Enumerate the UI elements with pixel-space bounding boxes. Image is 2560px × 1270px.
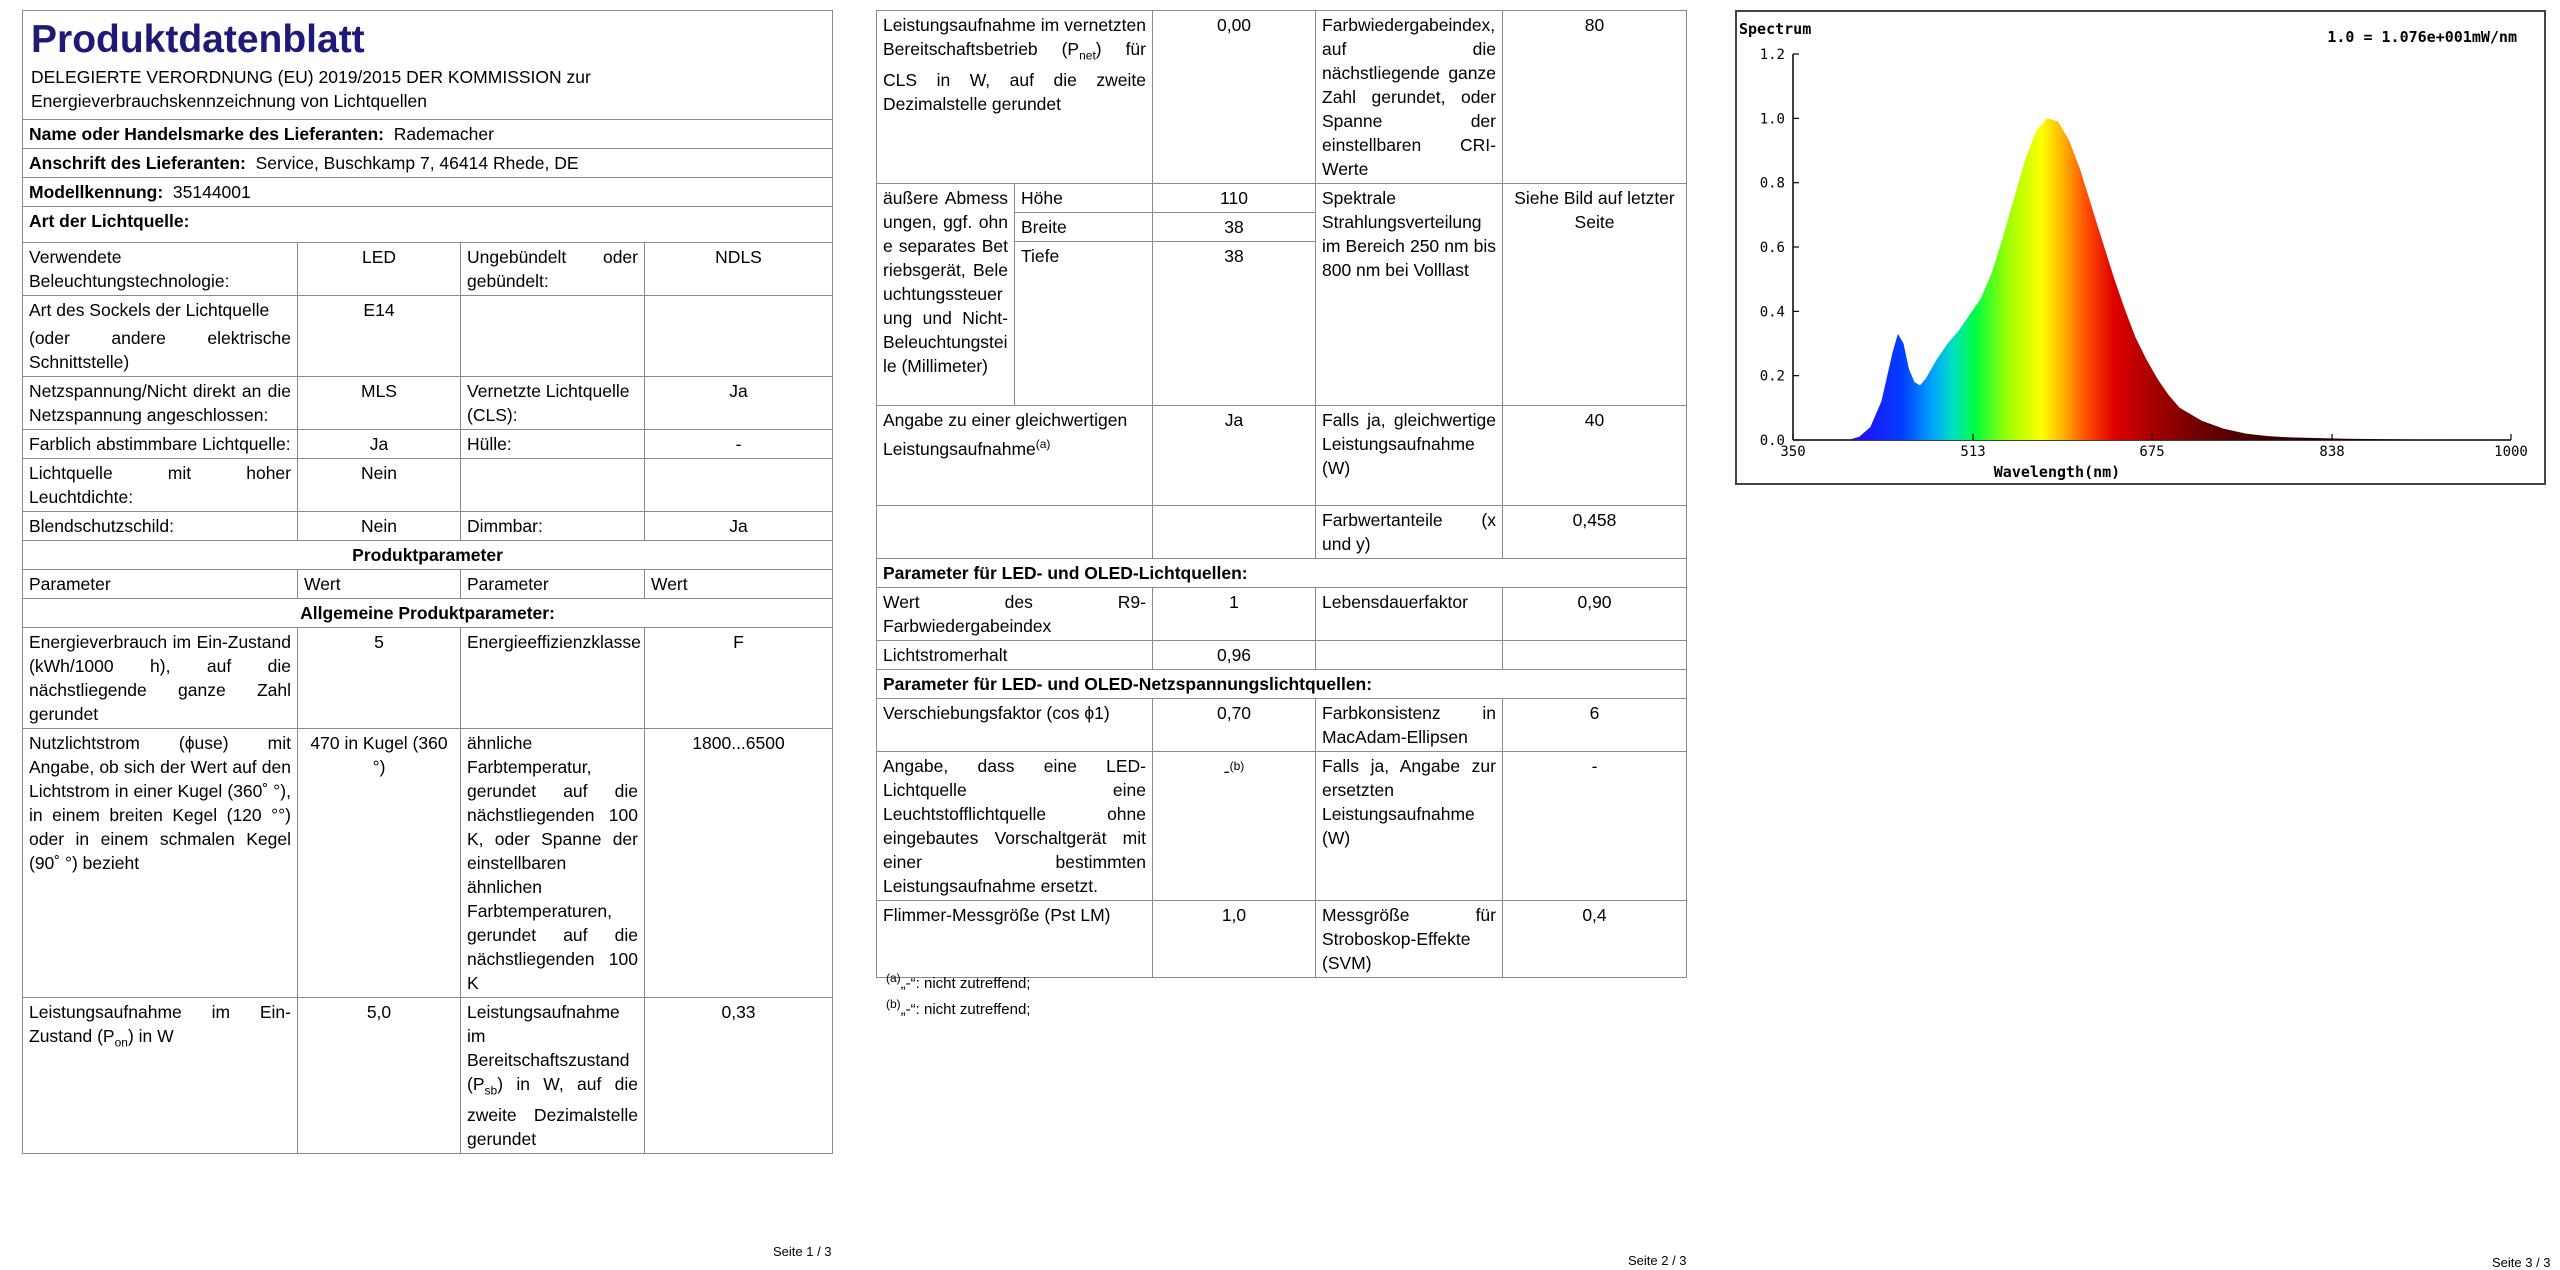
height-label: Höhe bbox=[1015, 184, 1153, 213]
page-1 bbox=[22, 10, 832, 1154]
spectrum-chart bbox=[1735, 10, 2546, 485]
row-label: Farblich abstimmbare Lichtquelle: bbox=[23, 430, 298, 459]
page-title: Produktdatenblatt bbox=[31, 18, 365, 61]
row-label bbox=[461, 296, 645, 377]
cri-value: 80 bbox=[1503, 11, 1687, 184]
page1-table bbox=[22, 10, 833, 1154]
col-header-param: Parameter bbox=[23, 570, 298, 599]
equivalent-power-label: Angabe zu einer gleichwertigen Leistungsaufnahme$^{(a)}$ bbox=[877, 406, 1153, 506]
y-tick-label: 1.2 bbox=[1759, 47, 1785, 63]
networked-standby-label: Leistungsaufnahme im vernetzten Bereitschaftsbetrieb $(P_{net})$ für CLS in W, auf die zweite Dezimalstelle gerundet bbox=[877, 11, 1153, 184]
supplier-label: Name oder Handelsmarke des Lieferanten: bbox=[29, 124, 384, 144]
chart-title: Spectrum bbox=[1739, 20, 1812, 38]
height-value: 110 bbox=[1153, 184, 1316, 213]
regulation-subtitle: DELEGIERTE VERORDNUNG (EU) 2019/2015 DER KOMMISSION zur Energieverbrauchskennzeichnung von Lichtquellen bbox=[31, 67, 591, 111]
table-row bbox=[877, 406, 1687, 506]
col-header-value: Wert bbox=[645, 570, 833, 599]
table-row bbox=[23, 998, 833, 1154]
general-params-header: Allgemeine Produktparameter: bbox=[23, 599, 833, 628]
row-value: Ja bbox=[645, 512, 833, 541]
row-value: - bbox=[645, 430, 833, 459]
luminous-flux-label: Nutzlichtstrom (ϕuse) mit Angabe, ob sich der Wert auf den Lichtstrom in einer Kugel (360˚ °), in einem breiten Kegel (120 °°) oder in einem schmalen Kegel (90˚ °) bezieht bbox=[23, 729, 298, 998]
footnote-a: $^{(a)}$„-“: nicht zutreffend; bbox=[886, 971, 1031, 992]
y-tick-label: 0.4 bbox=[1759, 304, 1785, 321]
y-tick-label: 0.8 bbox=[1759, 175, 1785, 192]
column-header-row bbox=[23, 570, 833, 599]
width-label: Breite bbox=[1015, 213, 1153, 242]
equivalent-power-value: Ja bbox=[1153, 406, 1316, 506]
row-label-cont: (oder andere elektrische Schnittstelle) bbox=[29, 328, 291, 372]
address-value: Service, Buschkamp 7, 46414 Rhede, DE bbox=[255, 153, 579, 173]
col-header-param: Parameter bbox=[461, 570, 645, 599]
dimension-row bbox=[877, 184, 1687, 213]
y-tick-label: 0.0 bbox=[1759, 433, 1785, 449]
x-tick-label: 838 bbox=[2319, 444, 2345, 460]
page-footer: Seite 3 / 3 bbox=[2492, 1255, 2551, 1270]
supplier-value: Rademacher bbox=[393, 124, 494, 144]
standby-power-value: 0,33 bbox=[645, 998, 833, 1154]
x-tick-label: 675 bbox=[2139, 444, 2165, 460]
chromaticity-label: Farbwertanteile (x und y) bbox=[1316, 506, 1503, 559]
table-row bbox=[877, 588, 1687, 641]
row-label: Verwendete Beleuchtungstechnologie: bbox=[23, 243, 298, 296]
page-2 bbox=[876, 10, 1686, 978]
table-row bbox=[23, 243, 833, 296]
dimensions-label: äußere Abmessungen, ggf. ohne separates Betriebsgerät, Beleuchtungssteuerung und Nicht-Beleuchtungsteile (Millimeter) bbox=[877, 184, 1015, 406]
table-row bbox=[877, 752, 1687, 901]
width-value: 38 bbox=[1153, 213, 1316, 242]
depth-label: Tiefe bbox=[1015, 242, 1153, 406]
mains-params-header: Parameter für LED- und OLED-Netzspannungslichtquellen: bbox=[877, 670, 1687, 699]
row-label: Art des Sockels der Lichtquelle bbox=[29, 300, 270, 320]
stroboscopic-label: Messgröße für Stroboskop-Effekte (SVM) bbox=[1316, 901, 1503, 978]
row-label: Netzspannung/Nicht direkt an die Netzspannung angeschlossen: bbox=[23, 377, 298, 430]
r9-label: Wert des R9-Farbwiedergabeindex bbox=[877, 588, 1153, 641]
row-value: MLS bbox=[298, 377, 461, 430]
y-tick-label: 0.6 bbox=[1759, 240, 1785, 256]
type-header: Art der Lichtquelle: bbox=[29, 211, 190, 231]
equivalent-power-w-label: Falls ja, gleichwertige Leistungsaufnahme (W) bbox=[1316, 406, 1503, 506]
row-value bbox=[645, 459, 833, 512]
table-row bbox=[877, 11, 1687, 184]
flicker-value: 1,0 bbox=[1153, 901, 1316, 978]
lumen-maintenance-value: 0,96 bbox=[1153, 641, 1316, 670]
efficiency-class-value: F bbox=[645, 628, 833, 729]
on-power-value: 5,0 bbox=[298, 998, 461, 1154]
row-value: LED bbox=[298, 243, 461, 296]
product-params-header: Produktparameter bbox=[23, 541, 833, 570]
page-footer: Seite 1 / 3 bbox=[773, 1244, 832, 1259]
row-value: E14 bbox=[298, 296, 461, 377]
table-row bbox=[23, 430, 833, 459]
footnote-b: $^{(b)}$„-“: nicht zutreffend; bbox=[886, 997, 1031, 1018]
address-label: Anschrift des Lieferanten: bbox=[29, 153, 246, 173]
row-value: Ja bbox=[645, 377, 833, 430]
energy-consumption-label: Energieverbrauch im Ein-Zustand (kWh/1000 h), auf die nächstliegende ganze Zahl gerundet bbox=[23, 628, 298, 729]
x-tick-label: 1000 bbox=[2494, 444, 2528, 460]
model-label: Modellkennung: bbox=[29, 182, 164, 202]
chart-scale-note: 1.0 = 1.076e+001mW/nm bbox=[2327, 28, 2517, 46]
col-header-value: Wert bbox=[298, 570, 461, 599]
row-label: Vernetzte Lichtquelle (CLS): bbox=[461, 377, 645, 430]
color-consistency-value: 6 bbox=[1503, 699, 1687, 752]
row-label: Ungebündelt oder gebündelt: bbox=[461, 243, 645, 296]
page-footer: Seite 2 / 3 bbox=[1628, 1253, 1687, 1268]
equivalent-power-w-value: 40 bbox=[1503, 406, 1687, 506]
chromaticity-value: 0,458 bbox=[1503, 506, 1687, 559]
row-label: Lichtquelle mit hoher Leuchtdichte: bbox=[23, 459, 298, 512]
fluorescent-replacement-label: Angabe, dass eine LED-Lichtquelle eine Leuchtstofflichtquelle ohne eingebautes Vorschaltgerät mit einer bestimmten Leistungsaufnahme ersetzt. bbox=[877, 752, 1153, 901]
r9-value: 1 bbox=[1153, 588, 1316, 641]
model-value: 35144001 bbox=[172, 182, 251, 202]
energy-consumption-value: 5 bbox=[298, 628, 461, 729]
row-value: Nein bbox=[298, 512, 461, 541]
row-label bbox=[461, 459, 645, 512]
table-row bbox=[23, 729, 833, 998]
spectral-distribution-label: Spektrale Strahlungsverteilung im Bereich 250 nm bis 800 nm bei Volllast bbox=[1316, 184, 1503, 406]
color-consistency-label: Farbkonsistenz in MacAdam-Ellipsen bbox=[1316, 699, 1503, 752]
y-tick-label: 0.2 bbox=[1759, 368, 1785, 385]
table-row bbox=[23, 512, 833, 541]
table-row bbox=[877, 506, 1687, 559]
row-label: Blendschutzschild: bbox=[23, 512, 298, 541]
x-axis-label: Wavelength(nm) bbox=[1993, 463, 2121, 481]
replaced-power-label: Falls ja, Angabe zur ersetzten Leistungsaufnahme (W) bbox=[1316, 752, 1503, 901]
row-label: Hülle: bbox=[461, 430, 645, 459]
spectral-distribution-value: Siehe Bild auf letzter Seite bbox=[1503, 184, 1687, 406]
row-value: Ja bbox=[298, 430, 461, 459]
table-row bbox=[23, 628, 833, 729]
networked-standby-value: 0,00 bbox=[1153, 11, 1316, 184]
led-params-header: Parameter für LED- und OLED-Lichtquellen: bbox=[877, 559, 1687, 588]
luminous-flux-value: 470 in Kugel (360 °) bbox=[298, 729, 461, 998]
table-row bbox=[23, 459, 833, 512]
lifetime-factor-label: Lebensdauerfaktor bbox=[1316, 588, 1503, 641]
row-value: Nein bbox=[298, 459, 461, 512]
fluorescent-replacement-value: -$^{(b)}$ bbox=[1153, 752, 1316, 901]
depth-value: 38 bbox=[1153, 242, 1316, 406]
color-temperature-label: ähnliche Farbtemperatur, gerundet auf die nächstliegenden 100 K, oder Spanne der einstellbaren ähnlichen Farbtemperaturen, gerundet auf die nächstliegenden 100 K bbox=[461, 729, 645, 998]
x-tick-label: 513 bbox=[1960, 444, 1986, 460]
table-row bbox=[877, 641, 1687, 670]
spectrum-area bbox=[1793, 118, 2511, 440]
page2-table bbox=[876, 10, 1687, 978]
displacement-factor-value: 0,70 bbox=[1153, 699, 1316, 752]
row-value: NDLS bbox=[645, 243, 833, 296]
x-tick-label: 350 bbox=[1780, 444, 1806, 460]
standby-power-label: Leistungsaufnahme im Bereitschaftszustand $(P_{sb})$ in W, auf die zweite Dezimalstelle gerundet bbox=[461, 998, 645, 1154]
y-tick-label: 1.0 bbox=[1759, 111, 1785, 128]
cri-label: Farbwiedergabeindex, auf die nächstliegende ganze Zahl gerundet, oder Spanne der einstellbaren CRI-Werte bbox=[1316, 11, 1503, 184]
table-row bbox=[877, 699, 1687, 752]
replaced-power-value: - bbox=[1503, 752, 1687, 901]
lifetime-factor-value: 0,90 bbox=[1503, 588, 1687, 641]
table-row bbox=[23, 377, 833, 430]
displacement-factor-label: Verschiebungsfaktor (cos ϕ1) bbox=[877, 699, 1153, 752]
efficiency-class-label: Energieeffizienzklasse bbox=[461, 628, 645, 729]
table-row bbox=[23, 296, 833, 377]
row-value bbox=[645, 296, 833, 377]
row-label: Dimmbar: bbox=[461, 512, 645, 541]
flicker-label: Flimmer-Messgröße (Pst LM) bbox=[877, 901, 1153, 978]
lumen-maintenance-label: Lichtstromerhalt bbox=[877, 641, 1153, 670]
on-power-label: Leistungsaufnahme im Ein-Zustand $(P_{on})$ in W bbox=[23, 998, 298, 1154]
stroboscopic-value: 0,4 bbox=[1503, 901, 1687, 978]
color-temperature-value: 1800...6500 bbox=[645, 729, 833, 998]
spectrum-svg bbox=[1737, 12, 2544, 483]
